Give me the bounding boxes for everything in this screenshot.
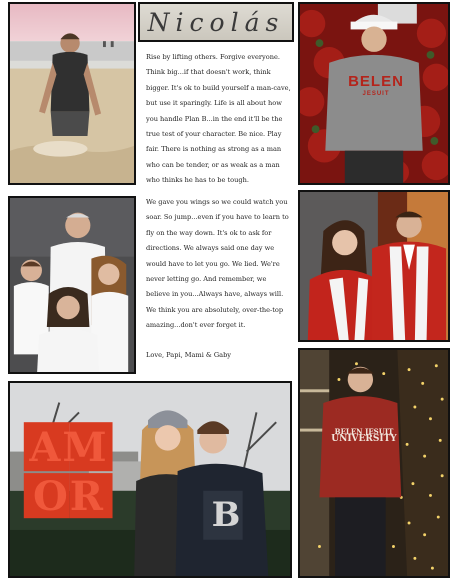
- name-title: Nicolás: [147, 7, 285, 37]
- message-paragraph-1: [146, 50, 292, 189]
- message-paragraph-2: [146, 195, 292, 334]
- santa-hat-photo: [298, 2, 450, 185]
- university-sweatshirt-text: [328, 428, 400, 445]
- jesuit-word: JESUIT: [362, 91, 390, 97]
- christmas-lights-photo: [298, 348, 450, 578]
- beach-photo: [8, 2, 136, 185]
- belen-jesuit-word: BELEN JESUIT: [334, 427, 394, 436]
- message-signature: [146, 348, 292, 363]
- name-plate: [138, 2, 294, 42]
- stoles-photo: [298, 190, 450, 342]
- amor-photo: [8, 381, 292, 578]
- signature: Love, Papi, Mami & Gaby: [146, 351, 232, 359]
- paragraph-1: Rise by lifting others. Forgive everyone. Think big...if that doesn't work, think bigger. It's ok to build yourself a man-cave, but use it sparingly. Life is all about how you handle Plan B...in the end it'll be the true test of your character. Be nice. Play fair. There is nothing as strong as a man who can be tender, or as weak as a man who thinks he has to be tough.: [146, 53, 291, 185]
- jacket-logo: B: [211, 495, 241, 535]
- belen-word: BELEN: [348, 73, 404, 90]
- belen-sweatshirt-text: [346, 74, 406, 97]
- amor-sign-text: AMOR: [29, 424, 109, 520]
- family-photo: [8, 196, 136, 374]
- university-word: UNIVERSITY: [331, 434, 397, 445]
- paragraph-2: We gave you wings so we could watch you soar. So jump...even if you have to learn to fly on the way down. It's ok to ask for directions. We always said one day we would have to let you go. We lied. We're never letting go. And remember, we believe in you...Always have, always will. We think you are absolutely, over-the-top amazing...don't ever forget it.: [146, 198, 289, 330]
